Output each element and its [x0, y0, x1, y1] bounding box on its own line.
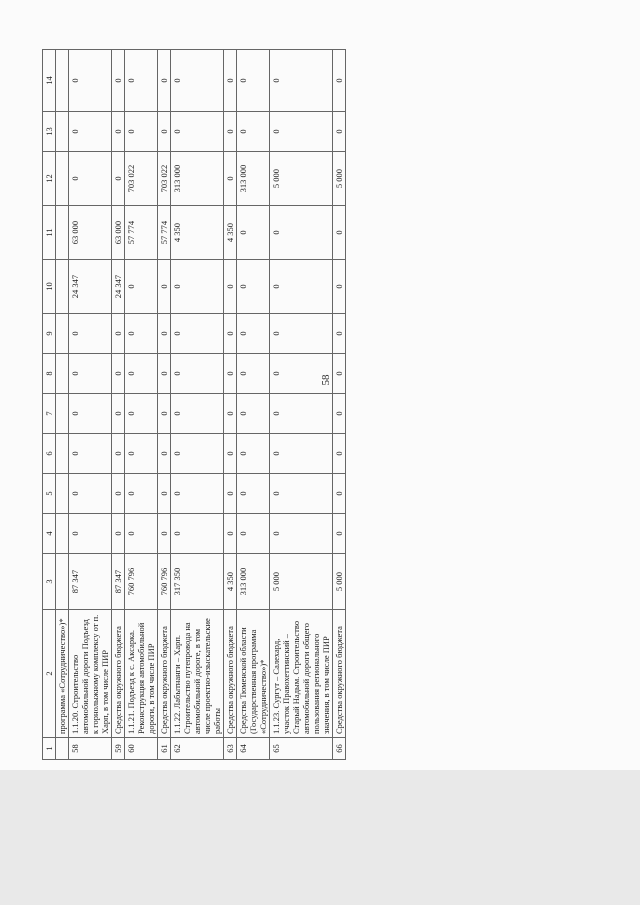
cell-value: 0: [125, 354, 158, 394]
row-name: Средства окружного бюджета: [224, 610, 237, 738]
cell-value: 0: [69, 50, 112, 112]
column-header: 13: [43, 112, 56, 152]
column-header: 1: [43, 738, 56, 760]
cell-value: 0: [112, 394, 125, 434]
cell-value: 760 796: [125, 554, 158, 610]
cell-value: 0: [171, 112, 224, 152]
cell-value: 0: [237, 112, 270, 152]
row-index: [56, 738, 69, 760]
cell-value: 0: [333, 50, 346, 112]
cell-value: 0: [270, 112, 333, 152]
cell-value: 0: [171, 260, 224, 314]
cell-value: 0: [237, 50, 270, 112]
cell-value: 24 347: [112, 260, 125, 314]
cell-value: 0: [171, 354, 224, 394]
table-row: [158, 50, 171, 760]
row-index: 61: [158, 738, 171, 760]
cell-value: 0: [333, 314, 346, 354]
cell-value: 0: [224, 50, 237, 112]
row-index: 66: [333, 738, 346, 760]
cell-value: 703 022: [125, 152, 158, 206]
cell-value: 5 000: [333, 554, 346, 610]
cell-value: [56, 514, 69, 554]
cell-value: [56, 434, 69, 474]
cell-value: 0: [69, 474, 112, 514]
cell-value: 0: [237, 474, 270, 514]
cell-value: 0: [270, 474, 333, 514]
cell-value: 5 000: [270, 554, 333, 610]
cell-value: 0: [69, 514, 112, 554]
cell-value: 0: [158, 394, 171, 434]
row-name: программа «Сотрудничество»)*: [56, 610, 69, 738]
cell-value: 0: [224, 260, 237, 314]
cell-value: 0: [224, 514, 237, 554]
page-number: 58: [320, 374, 332, 386]
cell-value: 0: [333, 206, 346, 260]
cell-value: 4 350: [224, 206, 237, 260]
cell-value: [56, 152, 69, 206]
row-name: Средства окружного бюджета: [158, 610, 171, 738]
cell-value: 0: [125, 474, 158, 514]
cell-value: 63 000: [112, 206, 125, 260]
row-name: 1.1.22. Лабытнанги – Харп. Строительство путепровода на автомобильной дороге, в том числе проектно-изыскательские работы: [171, 610, 224, 738]
table-row: [270, 50, 333, 760]
cell-value: 0: [224, 112, 237, 152]
row-name: Средства окружного бюджета: [333, 610, 346, 738]
row-index: 65: [270, 738, 333, 760]
cell-value: 0: [125, 50, 158, 112]
cell-value: 0: [112, 514, 125, 554]
cell-value: 0: [237, 394, 270, 434]
cell-value: 0: [112, 314, 125, 354]
budget-table: [42, 49, 346, 760]
cell-value: 0: [237, 314, 270, 354]
table-row: [224, 50, 237, 760]
cell-value: [56, 260, 69, 314]
cell-value: 4 350: [224, 554, 237, 610]
cell-value: 0: [125, 314, 158, 354]
cell-value: 0: [158, 50, 171, 112]
cell-value: [56, 354, 69, 394]
cell-value: 313 000: [237, 152, 270, 206]
row-name: 1.1.23. Сургут – Салехард, участок Правохеттинский – Старый Надым. Строительство автомобильной дороги общего пользования регионального значения, в том числе ПИР: [270, 610, 333, 738]
table-row: [56, 50, 69, 760]
column-header: 5: [43, 474, 56, 514]
cell-value: 0: [224, 474, 237, 514]
column-header: 10: [43, 260, 56, 314]
column-header: 8: [43, 354, 56, 394]
column-header: 11: [43, 206, 56, 260]
row-name: Средства окружного бюджета: [112, 610, 125, 738]
column-header: 12: [43, 152, 56, 206]
cell-value: 0: [112, 152, 125, 206]
row-index: 64: [237, 738, 270, 760]
cell-value: [56, 50, 69, 112]
row-index: 62: [171, 738, 224, 760]
cell-value: 0: [125, 394, 158, 434]
cell-value: 703 022: [158, 152, 171, 206]
cell-value: 0: [171, 314, 224, 354]
cell-value: 0: [158, 514, 171, 554]
cell-value: 0: [237, 206, 270, 260]
cell-value: 63 000: [69, 206, 112, 260]
cell-value: [56, 314, 69, 354]
cell-value: 0: [158, 354, 171, 394]
row-name: Средства Тюменской области (Государственная программа «Сотрудничество»)*: [237, 610, 270, 738]
cell-value: 0: [125, 112, 158, 152]
cell-value: 0: [112, 474, 125, 514]
cell-value: 0: [112, 434, 125, 474]
cell-value: 0: [171, 50, 224, 112]
row-index: 58: [69, 738, 112, 760]
cell-value: 0: [333, 434, 346, 474]
column-header: 2: [43, 610, 56, 738]
cell-value: 57 774: [158, 206, 171, 260]
cell-value: 4 350: [171, 206, 224, 260]
cell-value: 0: [333, 394, 346, 434]
cell-value: 0: [69, 434, 112, 474]
cell-value: 313 000: [171, 152, 224, 206]
cell-value: 0: [171, 474, 224, 514]
table-row: [171, 50, 224, 760]
cell-value: 0: [333, 112, 346, 152]
cell-value: 760 796: [158, 554, 171, 610]
cell-value: 87 347: [112, 554, 125, 610]
header-row: [43, 50, 56, 760]
table-row: [333, 50, 346, 760]
cell-value: 0: [125, 434, 158, 474]
cell-value: 0: [237, 260, 270, 314]
cell-value: 317 350: [171, 554, 224, 610]
table-row: [112, 50, 125, 760]
cell-value: 313 000: [237, 554, 270, 610]
rotated-table-container: [42, 50, 580, 760]
cell-value: 87 347: [69, 554, 112, 610]
column-header: 3: [43, 554, 56, 610]
cell-value: 0: [158, 474, 171, 514]
cell-value: 0: [69, 314, 112, 354]
cell-value: 0: [270, 394, 333, 434]
column-header: 9: [43, 314, 56, 354]
cell-value: 0: [237, 354, 270, 394]
cell-value: 0: [333, 260, 346, 314]
cell-value: 24 347: [69, 260, 112, 314]
cell-value: 57 774: [125, 206, 158, 260]
row-name: 1.1.21. Подъезд к с. Аксарка. Реконструкция автомобильной дороги, в том числе ПИР: [125, 610, 158, 738]
cell-value: 0: [158, 260, 171, 314]
row-name: 1.1.20. Строительство автомобильной дороги Подъезд к горнолыжному комплексу от п. Харп, в том числе ПИР: [69, 610, 112, 738]
table-row: [125, 50, 158, 760]
column-header: 7: [43, 394, 56, 434]
cell-value: 0: [224, 394, 237, 434]
cell-value: 0: [171, 394, 224, 434]
cell-value: [56, 474, 69, 514]
cell-value: 0: [270, 50, 333, 112]
cell-value: 0: [224, 434, 237, 474]
cell-value: 0: [224, 314, 237, 354]
cell-value: [56, 112, 69, 152]
row-index: 60: [125, 738, 158, 760]
cell-value: 0: [270, 206, 333, 260]
cell-value: 0: [69, 112, 112, 152]
column-header: 6: [43, 434, 56, 474]
cell-value: 0: [171, 434, 224, 474]
table-row: [69, 50, 112, 760]
cell-value: 0: [270, 314, 333, 354]
cell-value: 0: [270, 260, 333, 314]
cell-value: 5 000: [270, 152, 333, 206]
cell-value: 0: [69, 354, 112, 394]
cell-value: 5 000: [333, 152, 346, 206]
cell-value: 0: [270, 434, 333, 474]
cell-value: 0: [333, 514, 346, 554]
cell-value: 0: [69, 152, 112, 206]
row-index: 63: [224, 738, 237, 760]
column-header: 14: [43, 50, 56, 112]
cell-value: 0: [69, 394, 112, 434]
cell-value: 0: [158, 434, 171, 474]
cell-value: 0: [112, 354, 125, 394]
cell-value: 0: [158, 314, 171, 354]
cell-value: 0: [270, 354, 333, 394]
cell-value: 0: [237, 514, 270, 554]
cell-value: 0: [125, 514, 158, 554]
cell-value: 0: [270, 514, 333, 554]
cell-value: [56, 394, 69, 434]
cell-value: 0: [333, 354, 346, 394]
row-index: 59: [112, 738, 125, 760]
cell-value: 0: [237, 434, 270, 474]
cell-value: [56, 206, 69, 260]
cell-value: [56, 554, 69, 610]
cell-value: 0: [224, 354, 237, 394]
column-header: 4: [43, 514, 56, 554]
cell-value: 0: [171, 514, 224, 554]
cell-value: 0: [224, 152, 237, 206]
cell-value: 0: [125, 260, 158, 314]
cell-value: 0: [158, 112, 171, 152]
table-row: [237, 50, 270, 760]
cell-value: 0: [333, 474, 346, 514]
cell-value: 0: [112, 112, 125, 152]
cell-value: 0: [112, 50, 125, 112]
